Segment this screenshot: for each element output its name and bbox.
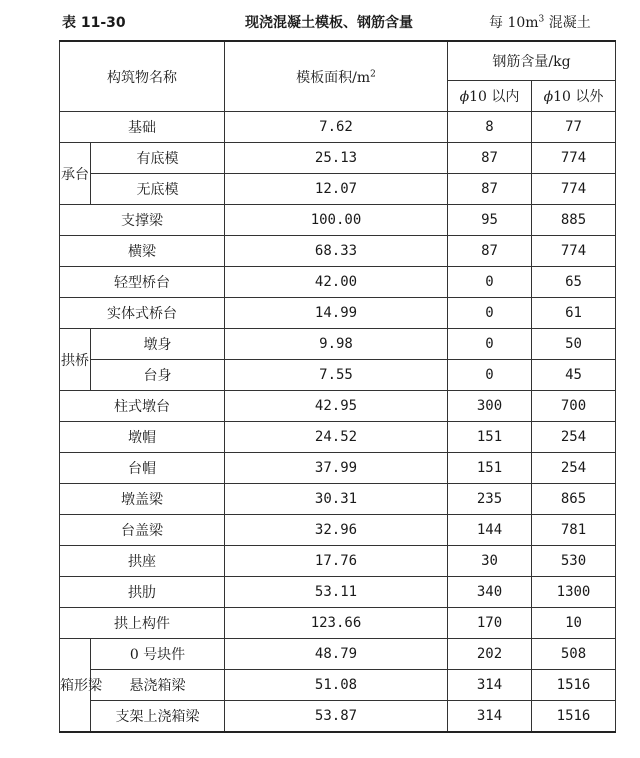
- row-steel-beyond: 885: [532, 205, 616, 236]
- header-area-sup: 2: [370, 68, 376, 79]
- table-title: 现浇混凝土模板、钢筋含量: [245, 15, 413, 31]
- table-row: [60, 701, 616, 733]
- table-row: [60, 298, 616, 329]
- header-within-label: 10 以内: [469, 89, 520, 105]
- row-subname: 无底模: [91, 174, 225, 205]
- row-steel-beyond: 1300: [532, 577, 616, 608]
- table-row: [60, 639, 616, 670]
- row-subname: 墩身: [91, 329, 225, 360]
- header-beyond-label: 10 以外: [553, 89, 604, 105]
- row-steel-within: 314: [448, 670, 532, 701]
- row-steel-within: 0: [448, 360, 532, 391]
- row-steel-within: 202: [448, 639, 532, 670]
- row-area: 12.07: [225, 174, 448, 205]
- row-area: 7.62: [225, 112, 448, 143]
- row-steel-within: 151: [448, 422, 532, 453]
- row-area: 42.00: [225, 267, 448, 298]
- row-steel-beyond: 254: [532, 453, 616, 484]
- header-row: [60, 41, 616, 81]
- row-steel-within: 235: [448, 484, 532, 515]
- row-steel-within: 87: [448, 174, 532, 205]
- header-beyond: [532, 81, 616, 112]
- row-steel-beyond: 254: [532, 422, 616, 453]
- row-subname: 支架上浇箱梁: [91, 701, 225, 733]
- row-subname: 悬浇箱梁: [91, 670, 225, 701]
- row-area: 53.11: [225, 577, 448, 608]
- row-steel-beyond: 774: [532, 143, 616, 174]
- row-steel-within: 87: [448, 143, 532, 174]
- row-subname: 有底模: [91, 143, 225, 174]
- row-name: 实体式桥台: [60, 298, 225, 329]
- row-subname: 0 号块件: [91, 639, 225, 670]
- table-row: [60, 484, 616, 515]
- row-group: 拱桥: [60, 329, 91, 391]
- row-name: 墩盖梁: [60, 484, 225, 515]
- row-area: 42.95: [225, 391, 448, 422]
- row-area: 25.13: [225, 143, 448, 174]
- row-steel-beyond: 1516: [532, 701, 616, 733]
- table-row: [60, 236, 616, 267]
- table-row: [60, 670, 616, 701]
- table-row: [60, 174, 616, 205]
- row-steel-within: 170: [448, 608, 532, 639]
- table-row: [60, 577, 616, 608]
- row-name: 拱上构件: [60, 608, 225, 639]
- row-name: 墩帽: [60, 422, 225, 453]
- table-row: [60, 608, 616, 639]
- row-area: 123.66: [225, 608, 448, 639]
- row-steel-beyond: 865: [532, 484, 616, 515]
- header-within: [448, 81, 532, 112]
- row-area: 53.87: [225, 701, 448, 733]
- row-name: 台盖梁: [60, 515, 225, 546]
- row-area: 100.00: [225, 205, 448, 236]
- table-row: [60, 453, 616, 484]
- row-group: 箱形梁: [60, 639, 91, 733]
- table-row: [60, 546, 616, 577]
- row-steel-beyond: 508: [532, 639, 616, 670]
- header-area: [225, 41, 448, 112]
- row-steel-beyond: 77: [532, 112, 616, 143]
- table-number: 表 11-30: [62, 15, 126, 31]
- row-steel-beyond: 1516: [532, 670, 616, 701]
- row-steel-beyond: 50: [532, 329, 616, 360]
- header-steel: 钢筋含量/kg: [448, 41, 616, 81]
- data-table: [59, 40, 616, 733]
- row-steel-within: 95: [448, 205, 532, 236]
- unit-suffix: 混凝土: [544, 15, 591, 31]
- table-unit: [489, 12, 591, 32]
- table-row: [60, 143, 616, 174]
- row-steel-beyond: 781: [532, 515, 616, 546]
- table-caption: [0, 0, 640, 38]
- table-body: [60, 41, 616, 732]
- unit-prefix: 每 10m: [489, 15, 539, 31]
- row-name: 基础: [60, 112, 225, 143]
- table-row: [60, 422, 616, 453]
- row-steel-within: 144: [448, 515, 532, 546]
- phi-symbol: ϕ: [459, 89, 470, 105]
- row-name: 台帽: [60, 453, 225, 484]
- row-area: 14.99: [225, 298, 448, 329]
- table-row: [60, 329, 616, 360]
- row-area: 51.08: [225, 670, 448, 701]
- row-steel-beyond: 700: [532, 391, 616, 422]
- row-name: 拱座: [60, 546, 225, 577]
- table-row: [60, 391, 616, 422]
- row-steel-within: 314: [448, 701, 532, 733]
- row-steel-beyond: 530: [532, 546, 616, 577]
- row-area: 24.52: [225, 422, 448, 453]
- row-area: 48.79: [225, 639, 448, 670]
- table-row: [60, 205, 616, 236]
- row-area: 7.55: [225, 360, 448, 391]
- row-steel-within: 8: [448, 112, 532, 143]
- table-row: [60, 267, 616, 298]
- row-area: 32.96: [225, 515, 448, 546]
- row-steel-within: 0: [448, 329, 532, 360]
- row-name: 拱肋: [60, 577, 225, 608]
- row-steel-beyond: 65: [532, 267, 616, 298]
- row-name: 支撑梁: [60, 205, 225, 236]
- row-steel-within: 30: [448, 546, 532, 577]
- row-name: 横梁: [60, 236, 225, 267]
- row-steel-within: 151: [448, 453, 532, 484]
- row-area: 37.99: [225, 453, 448, 484]
- row-steel-within: 340: [448, 577, 532, 608]
- row-steel-beyond: 774: [532, 236, 616, 267]
- row-steel-beyond: 10: [532, 608, 616, 639]
- unit-superscript: 3: [538, 14, 545, 25]
- row-name: 轻型桥台: [60, 267, 225, 298]
- row-subname: 台身: [91, 360, 225, 391]
- row-area: 17.76: [225, 546, 448, 577]
- row-steel-within: 0: [448, 267, 532, 298]
- row-steel-within: 0: [448, 298, 532, 329]
- row-area: 9.98: [225, 329, 448, 360]
- row-group: 承台: [60, 143, 91, 205]
- table-row: [60, 112, 616, 143]
- row-steel-beyond: 774: [532, 174, 616, 205]
- row-steel-within: 300: [448, 391, 532, 422]
- row-name: 柱式墩台: [60, 391, 225, 422]
- row-steel-within: 87: [448, 236, 532, 267]
- table-row: [60, 515, 616, 546]
- header-name: 构筑物名称: [60, 41, 225, 112]
- row-area: 68.33: [225, 236, 448, 267]
- table-row: [60, 360, 616, 391]
- header-area-label: 模板面积/m: [296, 69, 371, 86]
- phi-symbol: ϕ: [543, 89, 554, 105]
- row-steel-beyond: 45: [532, 360, 616, 391]
- row-area: 30.31: [225, 484, 448, 515]
- row-steel-beyond: 61: [532, 298, 616, 329]
